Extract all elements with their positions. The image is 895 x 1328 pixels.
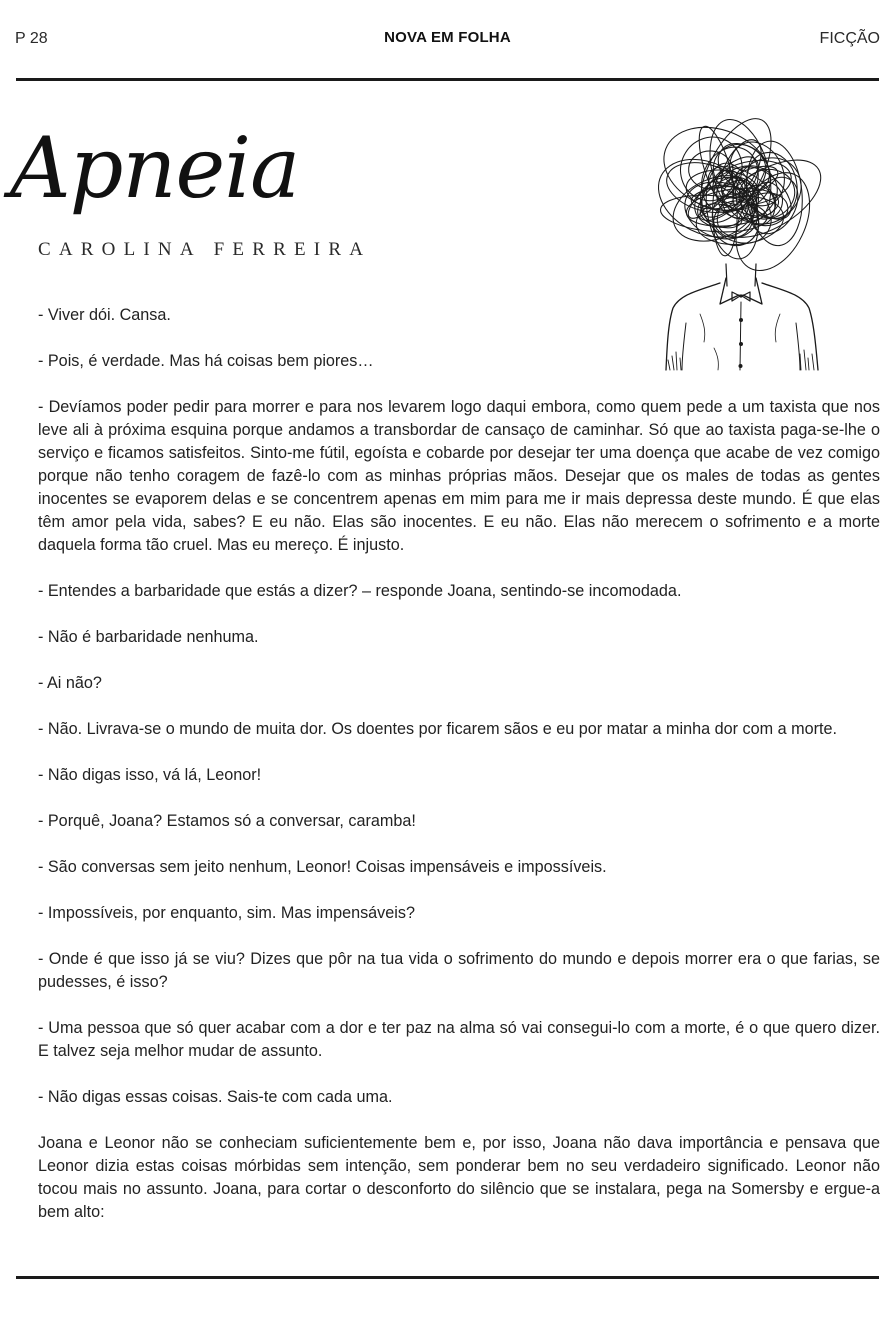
paragraph: - Pois, é verdade. Mas há coisas bem piores… xyxy=(38,352,374,370)
paragraph: - Entendes a barbaridade que estás a dizer? – responde Joana, sentindo-se incomodada. xyxy=(38,582,682,600)
paragraph: - Impossíveis, por enquanto, sim. Mas impensáveis? xyxy=(38,904,415,922)
header-divider xyxy=(16,78,879,81)
magazine-name: NOVA EM FOLHA xyxy=(384,29,511,46)
paragraph: - Não digas essas coisas. Sais-te com cada uma. xyxy=(38,1088,393,1106)
paragraph: - Devíamos poder pedir para morrer e para nos levarem logo daqui embora, como quem pede a um taxista que nos leve ali à próxima esquina porque andamos a transbordar de cansaço de caminhar. Só que ao taxista paga-se-lhe o serviço e ficamos satisfeitos. Sinto-me fútil, egoísta e cobarde por desejar ter uma doença que acabe de vez comigo porque não tenho coragem de fazê-lo com as minhas próprias mãos. Desejar que os males de todas as gentes inocentes se evaporem delas e se concentrem apenas em mim para me ir mais depressa deste mundo. É que elas têm amor pela vida, sabes? E eu não. Elas são inocentes. E eu não. Elas não merecem o sofrimento e a morte daquela forma tão cruel. Mas eu mereço. É injusto. xyxy=(38,398,880,554)
paragraph: - Viver dói. Cansa. xyxy=(38,306,171,324)
footer-divider xyxy=(16,1276,879,1279)
paragraph: - Ai não? xyxy=(38,674,102,692)
paragraph: - Uma pessoa que só quer acabar com a dor e ter paz na alma só vai consegui-lo com a morte, é o que quero dizer. E talvez seja melhor mudar de assunto. xyxy=(38,1019,880,1060)
page-header xyxy=(0,0,895,82)
paragraph: - Porquê, Joana? Estamos só a conversar, caramba! xyxy=(38,812,416,830)
paragraph: - Onde é que isso já se viu? Dizes que pôr na tua vida o sofrimento do mundo e depois morrer era o que farias, se pudesses, é isso? xyxy=(38,950,880,991)
page-number: P 28 xyxy=(15,30,48,47)
paragraph: Joana e Leonor não se conheciam suficientemente bem e, por isso, Joana não dava importância e pensava que Leonor dizia estas coisas mórbidas sem intenção, sem ponderar bem no seu verdadeiro significado. Leonor não tocou mais no assunto. Joana, para cortar o desconforto do silêncio que se instalara, pega na Somersby e ergue-a bem alto: xyxy=(38,1134,880,1221)
paragraph: - São conversas sem jeito nenhum, Leonor! Coisas impensáveis e impossíveis. xyxy=(38,858,607,876)
article-author: CAROLINA FERREIRA xyxy=(38,239,372,260)
paragraph: - Não é barbaridade nenhuma. xyxy=(38,628,259,646)
story-body xyxy=(38,304,880,1247)
paragraph: - Não. Livrava-se o mundo de muita dor. Os doentes por ficarem sãos e eu por matar a minha dor com a morte. xyxy=(38,720,837,738)
section-label: FICÇÃO xyxy=(819,30,880,47)
article-title: Apneia xyxy=(10,119,300,217)
paragraph: - Não digas isso, vá lá, Leonor! xyxy=(38,766,262,784)
